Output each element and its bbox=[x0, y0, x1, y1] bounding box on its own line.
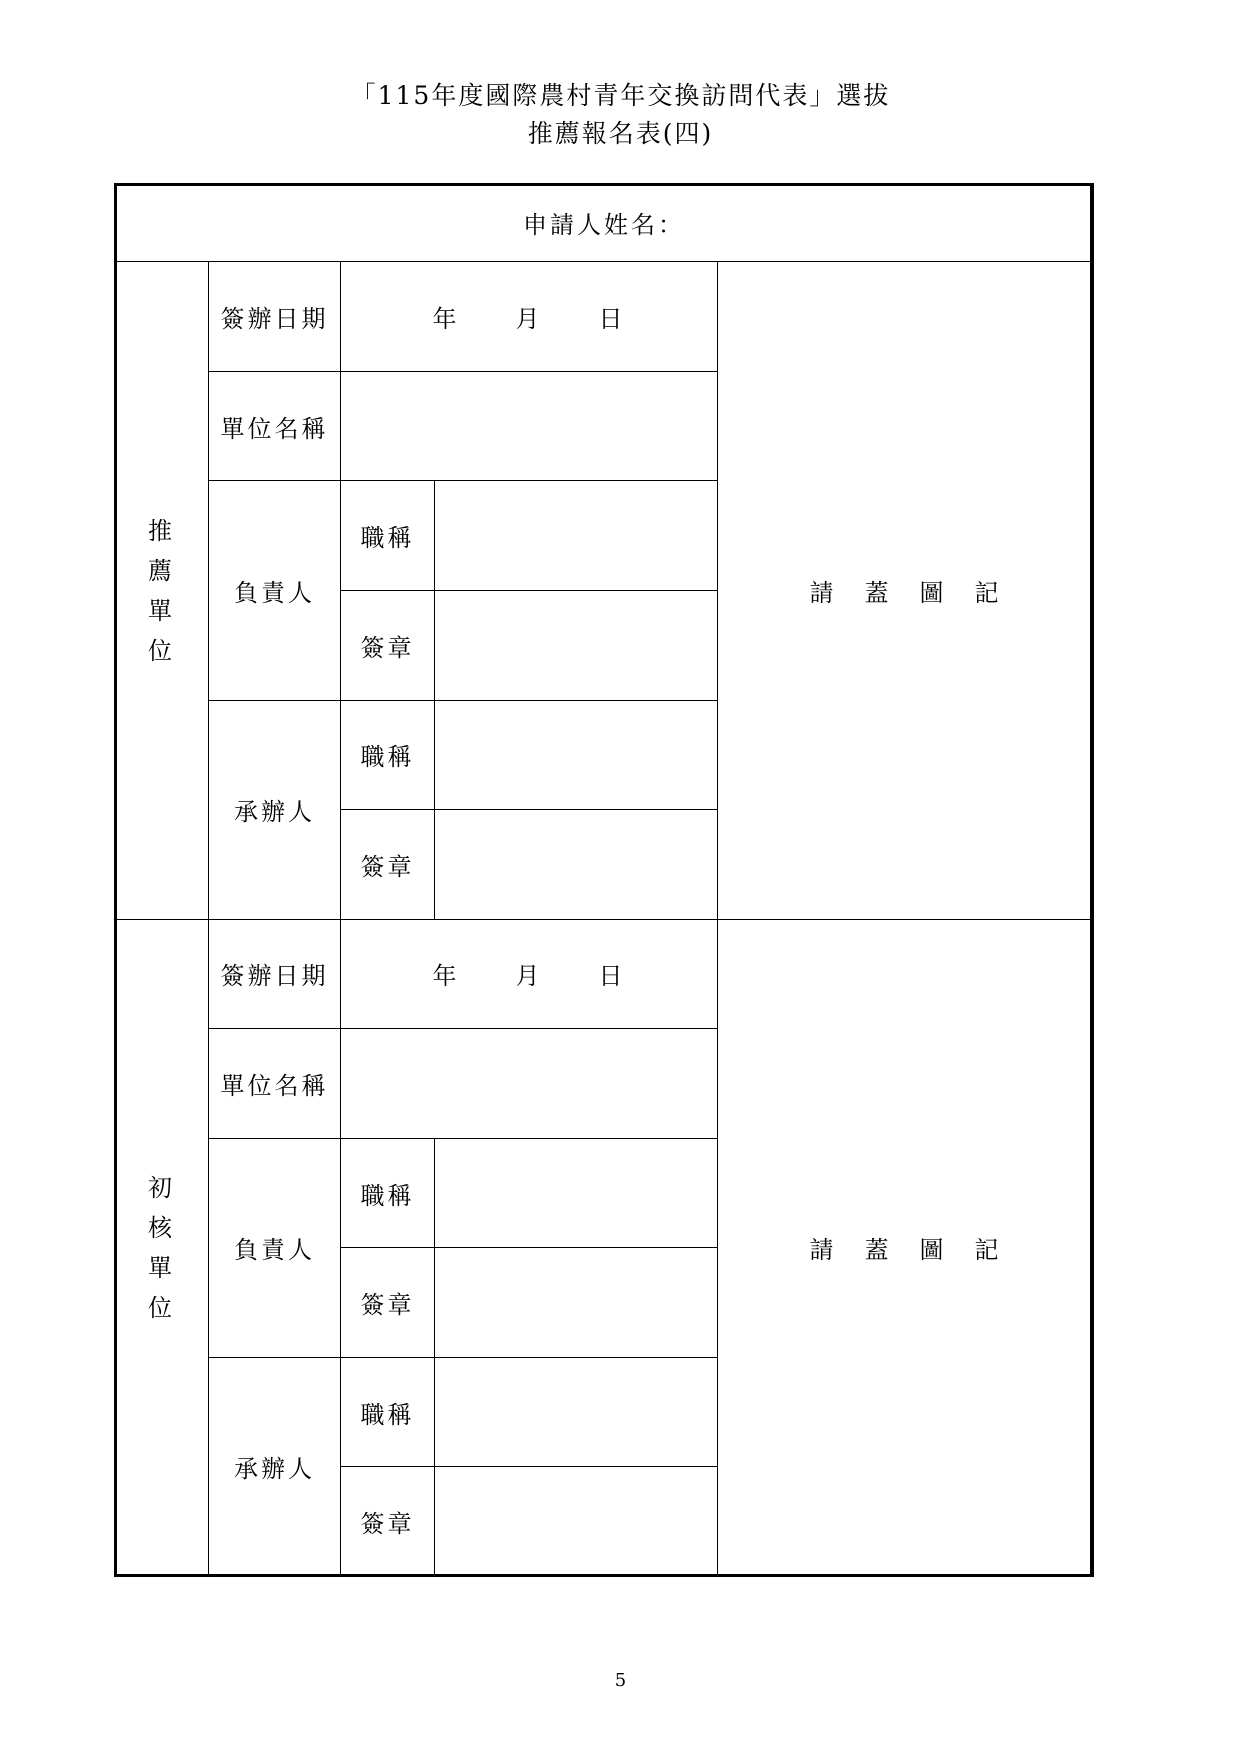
seal-area[interactable] bbox=[718, 262, 1094, 919]
recommendation-form-table bbox=[114, 183, 1094, 1577]
job-title-field[interactable] bbox=[435, 1138, 718, 1248]
job-title-label: 職稱 bbox=[341, 481, 435, 591]
section-char: 核 bbox=[148, 1213, 175, 1242]
date-label: 簽辦日期 bbox=[209, 919, 341, 1029]
person-in-charge-label: 負責人 bbox=[209, 1138, 341, 1357]
page-number: 5 bbox=[614, 1670, 627, 1691]
seal-char: 請 bbox=[809, 579, 837, 608]
section-char: 單 bbox=[148, 596, 175, 625]
signature-label: 簽章 bbox=[341, 591, 435, 701]
unit-name-label: 單位名稱 bbox=[209, 1029, 341, 1139]
day-label: 日 bbox=[598, 962, 626, 991]
year-label: 年 bbox=[432, 962, 460, 991]
preliminary-review-unit-header bbox=[115, 919, 209, 1576]
form-subtitle: 推薦報名表(四) bbox=[527, 119, 714, 148]
month-label: 月 bbox=[515, 962, 543, 991]
unit-name-field[interactable] bbox=[341, 1029, 718, 1139]
date-field[interactable] bbox=[341, 262, 718, 372]
seal-area[interactable] bbox=[718, 919, 1094, 1576]
handler-label: 承辦人 bbox=[209, 1357, 341, 1576]
section-char: 位 bbox=[148, 1293, 175, 1322]
signature-field[interactable] bbox=[435, 1248, 718, 1358]
seal-char: 蓋 bbox=[864, 1236, 892, 1265]
seal-char: 圖 bbox=[919, 579, 947, 608]
signature-label: 簽章 bbox=[341, 1467, 435, 1577]
job-title-label: 職稱 bbox=[341, 700, 435, 810]
applicant-name-field[interactable]: 申請人姓名： bbox=[115, 184, 1094, 262]
section-char: 單 bbox=[148, 1253, 175, 1282]
month-label: 月 bbox=[515, 305, 543, 334]
section-char: 初 bbox=[148, 1173, 175, 1202]
section-char: 位 bbox=[148, 636, 175, 665]
job-title-field[interactable] bbox=[435, 700, 718, 810]
job-title-label: 職稱 bbox=[341, 1138, 435, 1248]
job-title-field[interactable] bbox=[435, 481, 718, 591]
seal-char: 請 bbox=[809, 1236, 837, 1265]
unit-name-field[interactable] bbox=[341, 371, 718, 481]
signature-label: 簽章 bbox=[341, 1248, 435, 1358]
unit-name-label: 單位名稱 bbox=[209, 371, 341, 481]
date-label: 簽辦日期 bbox=[209, 262, 341, 372]
section-char: 推 bbox=[148, 516, 175, 545]
date-field[interactable] bbox=[341, 919, 718, 1029]
section-char: 薦 bbox=[148, 556, 175, 585]
job-title-field[interactable] bbox=[435, 1357, 718, 1467]
seal-char: 記 bbox=[974, 579, 1002, 608]
form-title: 「115年度國際農村青年交換訪問代表」選拔 bbox=[350, 81, 891, 110]
job-title-label: 職稱 bbox=[341, 1357, 435, 1467]
year-label: 年 bbox=[432, 305, 460, 334]
person-in-charge-label: 負責人 bbox=[209, 481, 341, 700]
seal-char: 記 bbox=[974, 1236, 1002, 1265]
seal-char: 蓋 bbox=[864, 579, 892, 608]
recommending-unit-header bbox=[115, 262, 209, 919]
signature-field[interactable] bbox=[435, 810, 718, 920]
signature-field[interactable] bbox=[435, 591, 718, 701]
signature-label: 簽章 bbox=[341, 810, 435, 920]
day-label: 日 bbox=[598, 305, 626, 334]
signature-field[interactable] bbox=[435, 1467, 718, 1577]
seal-char: 圖 bbox=[919, 1236, 947, 1265]
handler-label: 承辦人 bbox=[209, 700, 341, 919]
